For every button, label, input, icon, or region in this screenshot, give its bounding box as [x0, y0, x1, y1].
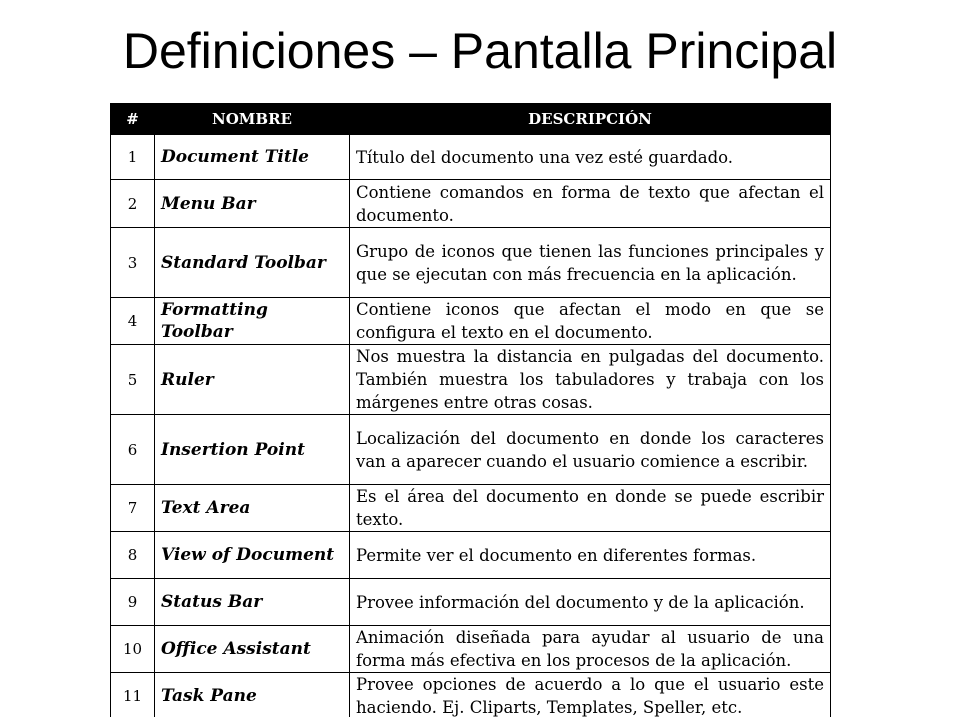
row-number: 3 — [111, 228, 155, 298]
table-row — [111, 345, 831, 415]
row-description: Título del documento una vez esté guardado. — [350, 135, 831, 180]
table-row — [111, 532, 831, 579]
slide-title: Definiciones – Pantalla Principal — [122, 23, 838, 79]
definitions-table — [110, 103, 831, 717]
row-description: Provee información del documento y de la aplicación. — [350, 579, 831, 626]
row-number: 6 — [111, 415, 155, 485]
row-description: Provee opciones de acuerdo a lo que el usuario este haciendo. Ej. Cliparts, Templates, Speller, etc. — [350, 673, 831, 718]
row-description: Animación diseñada para ayudar al usuario de una forma más efectiva en los procesos de la aplicación. — [350, 626, 831, 673]
row-number: 2 — [111, 180, 155, 228]
row-description: Localización del documento en donde los caracteres van a aparecer cuando el usuario comience a escribir. — [350, 415, 831, 485]
row-name: Text Area — [155, 485, 350, 532]
row-description: Contiene comandos en forma de texto que afectan el documento. — [350, 180, 831, 228]
row-number: 9 — [111, 579, 155, 626]
row-description: Nos muestra la distancia en pulgadas del documento. También muestra los tabuladores y trabaja con los márgenes entre otras cosas. — [350, 345, 831, 415]
definitions-table-container — [110, 103, 832, 717]
row-number: 1 — [111, 135, 155, 180]
row-name: Task Pane — [155, 673, 350, 718]
table-row — [111, 485, 831, 532]
row-name: Ruler — [155, 345, 350, 415]
row-name: Document Title — [155, 135, 350, 180]
row-description: Permite ver el documento en diferentes formas. — [350, 532, 831, 579]
row-number: 7 — [111, 485, 155, 532]
row-description: Grupo de iconos que tienen las funciones principales y que se ejecutan con más frecuencia en la aplicación. — [350, 228, 831, 298]
row-name: Standard Toolbar — [155, 228, 350, 298]
row-name: Insertion Point — [155, 415, 350, 485]
row-number: 8 — [111, 532, 155, 579]
row-name: Formatting Toolbar — [155, 298, 350, 345]
table-row — [111, 180, 831, 228]
header-name: NOMBRE — [155, 104, 350, 135]
header-number: # — [111, 104, 155, 135]
table-row — [111, 673, 831, 718]
row-description: Contiene iconos que afectan el modo en que se configura el texto en el documento. — [350, 298, 831, 345]
row-number: 10 — [111, 626, 155, 673]
row-name: View of Document — [155, 532, 350, 579]
row-name: Menu Bar — [155, 180, 350, 228]
table-row — [111, 298, 831, 345]
row-number: 4 — [111, 298, 155, 345]
table-row — [111, 135, 831, 180]
table-row — [111, 415, 831, 485]
header-description: DESCRIPCIÓN — [350, 104, 831, 135]
row-name: Status Bar — [155, 579, 350, 626]
row-number: 5 — [111, 345, 155, 415]
row-number: 11 — [111, 673, 155, 718]
table-row — [111, 228, 831, 298]
table-header-row — [111, 104, 831, 135]
row-name: Office Assistant — [155, 626, 350, 673]
table-row — [111, 626, 831, 673]
table-row — [111, 579, 831, 626]
row-description: Es el área del documento en donde se puede escribir texto. — [350, 485, 831, 532]
